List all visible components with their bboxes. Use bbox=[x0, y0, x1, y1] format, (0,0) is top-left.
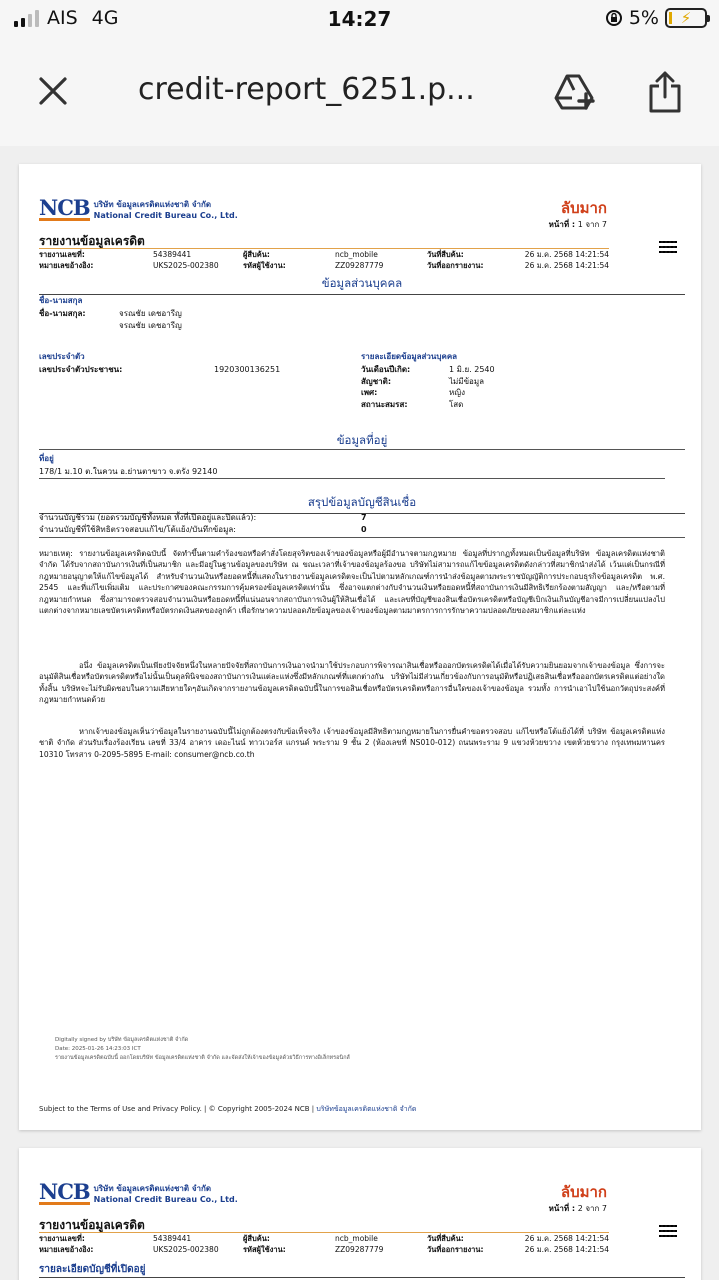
report-meta: รายงานเลขที่: 54389441 ผู้สืบค้น: ncb_mobile วันที่สืบค้น: 26 ม.ค. 2568 14:21:54 หมายเลขอ้างอิง: UKS2025-002380 รหัสผู้ใช้งาน: ZZ09287779 วันที่ออกรายงาน: 26 ม.ค. 2568 14:21:54 bbox=[39, 1234, 609, 1254]
disclaimer-paragraph-2: อนึ่ง ข้อมูลเครดิตเป็นเพียงปัจจัยหนึ่งในหลายปัจจัยที่สถาบันการเงินอาจนำมาใช้ประกอบการพิจารณาสินเชื่อหรือออกบัตรเครดิตได้เมื่อได้รับความยินยอมจากเจ้าของข้อมูล ซึ่งการจะอนุมัติสินเชื่อหรือบัตรเครดิตหรือไม่นั้นเป็นดุลพินิจของสถาบันการเงินแต่ละแห่งซึ่งมีหลักเกณฑ์ที่แตกต่างกัน บริษัทไม่มีส่วนเกี่ยวข้องกับการอนุมัติหรือปฏิเสธสินเชื่อหรือออกบัตรเครดิตแต่อย่างใดทั้งสิ้น บริษัทจะไม่รับผิดชอบในความเสียหายใดๆอันเกิดจากรายงานข้อมูลเครดิตฉบับนี้ในการขอสินเชื่อหรือบัตรเครดิตหรือการอื่นใดของเจ้าของข้อมูล รวมทั้ง การนำเอาไปใช้นอกวัตถุประสงค์ที่กฎหมายกำหนดด้วย bbox=[39, 661, 665, 705]
name-row: ชื่อ-นามสกุล: จรณชัย เดชอารีญ จรณชัย เดชอารีญ bbox=[39, 309, 182, 330]
status-bar bbox=[0, 0, 719, 42]
clock: 14:27 bbox=[327, 7, 392, 31]
pdf-page-1 bbox=[19, 164, 701, 1130]
open-accounts-heading: รายละเอียดบัญชีที่เปิดอยู่ bbox=[39, 1262, 685, 1278]
add-to-drive-icon[interactable] bbox=[552, 72, 596, 112]
ncb-link[interactable]: บริษัทข้อมูลเครดิตแห่งชาติ จำกัด bbox=[316, 1105, 417, 1113]
address-section-label: ที่อยู่ bbox=[39, 454, 54, 463]
account-summary-heading: สรุปข้อมูลบัญชีสินเชื่อ bbox=[39, 494, 685, 514]
name-section-label: ชื่อ-นามสกุล bbox=[39, 296, 83, 305]
close-icon[interactable] bbox=[36, 74, 70, 108]
page-number: หน้าที่ : 2 จาก 7 bbox=[548, 1204, 607, 1213]
page-footer: Subject to the Terms of Use and Privacy Policy. | © Copyright 2005-2024 NCB | บริษัทข้อมูลเครดิตแห่งชาติ จำกัด bbox=[39, 1105, 417, 1113]
pdf-viewer[interactable] bbox=[0, 146, 719, 1280]
rotation-lock-icon bbox=[605, 9, 623, 27]
detail-rows: วันเดือนปีเกิด: สัญชาติ: เพศ: สถานะสมรส: 1 มิ.ย. 2540 ไม่มีข้อมูล หญิง โสด bbox=[361, 365, 495, 409]
share-icon[interactable] bbox=[646, 70, 684, 114]
viewer-toolbar bbox=[0, 42, 719, 146]
dispute-contact-paragraph: หากเจ้าของข้อมูลเห็นว่าข้อมูลในรายงานฉบับนี้ไม่ถูกต้องตรงกับข้อเท็จจริง เจ้าของข้อมูลมีสิทธิตามกฎหมายในการยื่นคำขอตรวจสอบ แก้ไขหรือโต้แย้งได้ที่ บริษัท ข้อมูลเครดิตแห่งชาติ จำกัด ส่วนรับเรื่องร้องเรียน เลขที่ 33/4 อาคาร เดอะไนน์ ทาวเวอร์ส แกรนด์ พระราม 9 ชั้น 2 (ห้องเลขที่ NS010-012) ถนนพระราม 9 แขวงห้วยขวาง เขตห้วยขวาง กรุงเทพมหานคร 10310 โทรสาร 0-2095-5895 E-mail: consumer@ncb.co.th bbox=[39, 727, 665, 759]
id-row: เลขประจำตัวประชาชน: 1920300136251 bbox=[39, 365, 281, 374]
network-type: 4G bbox=[91, 7, 119, 29]
personal-info-heading: ข้อมูลส่วนบุคคล bbox=[39, 275, 685, 295]
carrier-name: AIS bbox=[47, 7, 78, 29]
id-section-label: เลขประจำตัว bbox=[39, 352, 85, 361]
ncb-logo: NCB บริษัท ข้อมูลเครดิตแห่งชาติ จำกัด National Credit Bureau Co., Ltd. bbox=[39, 1179, 238, 1204]
document-title: credit-report_6251.p... bbox=[138, 72, 475, 107]
confidential-stamp: ลับมาก bbox=[560, 199, 607, 217]
battery-icon: ⚡ bbox=[665, 8, 707, 28]
confidential-stamp: ลับมาก bbox=[560, 1183, 607, 1201]
digital-signature: Digitally signed by บริษัท ข้อมูลเครดิตแห่งชาติ จำกัด Date: 2025-01-26 14:23:03 ICT รายงานข้อมูลเครดิตฉบับนี้ ออกโดยบริษัท ข้อมูลเครดิตแห่งชาติ จำกัด และจัดส่งให้เจ้าของข้อมูลด้วยวิธีการทางอิเล็กทรอนิกส์ bbox=[55, 1037, 350, 1061]
address-heading: ข้อมูลที่อยู่ bbox=[336, 433, 388, 447]
address-value: 178/1 ม.10 ต.ในควน อ.ย่านตาขาว จ.ตรัง 92140 bbox=[39, 467, 218, 476]
report-title: รายงานข้อมูลเครดิต bbox=[39, 1218, 145, 1232]
ncb-logo: NCB บริษัท ข้อมูลเครดิตแห่งชาติ จำกัด National Credit Bureau Co., Ltd. bbox=[39, 195, 238, 220]
pdf-page-2 bbox=[19, 1148, 701, 1280]
total-accounts-row: จำนวนบัญชีรวม (ยอดรวมบัญชีทั้งหมด ทั้งที่เปิดอยู่และปิดแล้ว): 7 bbox=[39, 513, 367, 522]
page-number: หน้าที่ : 1 จาก 7 bbox=[548, 220, 607, 229]
report-meta: รายงานเลขที่: 54389441 ผู้สืบค้น: ncb_mobile วันที่สืบค้น: 26 ม.ค. 2568 14:21:54 หมายเลขอ้างอิง: UKS2025-002380 รหัสผู้ใช้งาน: ZZ09287779 วันที่ออกรายงาน: 26 ม.ค. 2568 14:21:54 bbox=[39, 250, 609, 270]
report-title: รายงานข้อมูลเครดิต bbox=[39, 234, 145, 248]
detail-section-label: รายละเอียดข้อมูลส่วนบุคคล bbox=[361, 352, 458, 361]
battery-percent: 5% bbox=[628, 7, 659, 29]
disclaimer-note: หมายเหตุ: รายงานข้อมูลเครดิตฉบับนี้ จัดทำขึ้นตามคำร้องขอหรือคำสั่งโดยสุจริตของเจ้าของข้อมูลหรือผู้มีอำนาจตามกฎหมาย ข้อมูลที่ปรากฏทั้งหมดเป็นข้อมูลที่บริษัท ข้อมูลเครดิตแห่งชาติ จำกัด ได้รับจากสถาบันการเงินที่เป็นสมาชิก และมีอยู่ในฐานข้อมูลของบริษัท ณ ขณะเวลาที่เจ้าของข้อมูลร้องขอ บริษัทไม่สามารถแก้ไขข้อมูลเครดิตดังกล่าวที่สมาชิกนำส่งได้ เว้นแต่เป็นกรณีที่กฎหมายอนุญาตให้แก้ไขข้อมูลได้ สำหรับจำนวนเงินหรือยอดหนี้ที่แสดงในรายงานข้อมูลเครดิตจะเป็นไปตามหลักเกณฑ์การนำส่งข้อมูลตามพระราชบัญญัติการประกอบธุรกิจข้อมูลเครดิต พ.ศ. 2545 และที่แก้ไขเพิ่มเติม และประกาศของคณะกรรมการคุ้มครองข้อมูลเครดิตเท่านั้น ซึ่งอาจแตกต่างกับจำนวนเงินหรือยอดหนี้ที่สถาบันการเงินมีสิทธิเรียกร้องตามสัญญา และ/หรือตามที่กฎหมายกำหนด ซึ่งสามารถตรวจสอบจำนวนเงินหรือยอดหนี้ที่แน่นอนจากสถาบันการเงินผู้ให้สินเชื่อได้ และเลขที่บัญชีของสินเชื่อบัตรเครดิตหรือบัญชีเบิกเงินเกินบัญชีอาจมีการเปลี่ยนแปลงไปแตกต่างจากหมายเลขบัตรเครดิตหรือบัตรกดเงินสดของลูกค้า เพื่อรักษาความปลอดภัยข้อมูลของเจ้าของข้อมูลตามมาตรการการรักษาความปลอดภัยของสมาชิกแต่ละแห่ง bbox=[39, 549, 665, 616]
disputed-accounts-row: จำนวนบัญชีที่ใช้สิทธิตรวจสอบแก้ไข/โต้แย้ง/บันทึกข้อมูล: 0 bbox=[39, 525, 367, 534]
